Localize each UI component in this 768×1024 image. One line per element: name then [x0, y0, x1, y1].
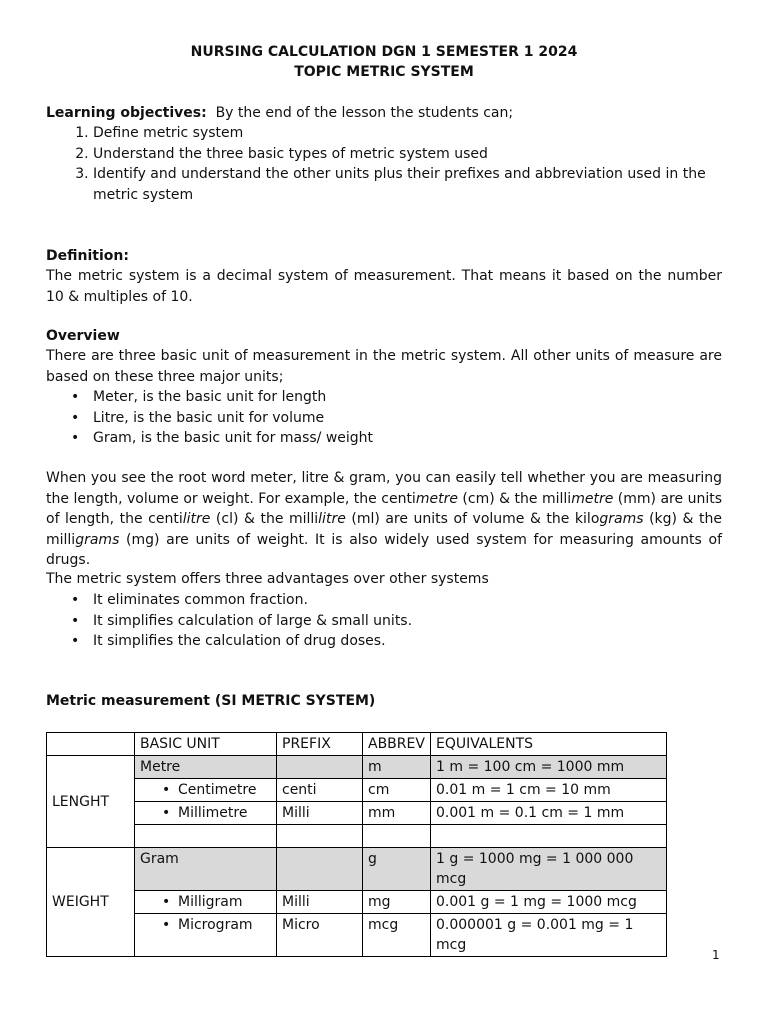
- table-cell: 1 m = 100 cm = 1000 mm: [431, 756, 667, 779]
- table-row: [47, 848, 667, 891]
- table-header: EQUIVALENTS: [431, 733, 667, 756]
- category-weight: WEIGHT: [47, 848, 135, 957]
- objectives-intro-line: [46, 103, 722, 124]
- italic-run: grams: [75, 531, 120, 548]
- overview-heading: Overview: [46, 328, 120, 344]
- text-run: (kg) & the milli: [46, 511, 722, 548]
- advantage-bullet: • It simplifies the calculation of drug doses.: [46, 631, 722, 652]
- objectives-intro: By the end of the lesson the students can;: [215, 105, 514, 121]
- table-cell: 0.01 m = 1 cm = 10 mm: [431, 779, 667, 802]
- table-cell: [431, 825, 667, 848]
- table-cell: [277, 825, 363, 848]
- table-row: [47, 779, 667, 802]
- table-cell: [277, 848, 363, 891]
- italic-run: litre: [318, 511, 346, 527]
- definition-heading: Definition:: [46, 248, 129, 264]
- advantage-bullet: • It eliminates common fraction.: [46, 590, 722, 611]
- overview-bullet: • Litre, is the basic unit for volume: [46, 408, 722, 429]
- objectives-heading: Learning objectives:: [46, 105, 207, 121]
- table-cell: centi: [277, 779, 363, 802]
- advantages-intro: The metric system offers three advantages over other systems: [46, 571, 489, 587]
- metric-table: [46, 732, 667, 957]
- table-row: [47, 914, 667, 957]
- italic-run: metre: [415, 490, 458, 507]
- table-cell: cm: [363, 779, 431, 802]
- table-cell: [135, 891, 277, 914]
- overview-bullet: • Meter, is the basic unit for length: [46, 387, 722, 408]
- objective-item: 1. Define metric system: [93, 123, 722, 144]
- advantages-list: [46, 590, 722, 652]
- unit-bullet-item: • Centimetre: [140, 782, 256, 798]
- table-cell: 0.001 g = 1 mg = 1000 mcg: [431, 891, 667, 914]
- table-cell: m: [363, 756, 431, 779]
- table-cell: Milli: [277, 891, 363, 914]
- table-header: [47, 733, 135, 756]
- objective-item: 3. Identify and understand the other units plus their prefixes and abbreviation used in the metric system: [93, 164, 722, 205]
- overview-bullet: • Gram, is the basic unit for mass/ weight: [46, 428, 722, 449]
- table-cell: mg: [363, 891, 431, 914]
- table-cell: [135, 914, 277, 957]
- definition-text: The metric system is a decimal system of measurement. That means it based on the number 10 & multiples of 10.: [46, 268, 722, 305]
- page-number: 1: [712, 948, 720, 962]
- table-row-empty: [47, 825, 667, 848]
- table-cell: mm: [363, 802, 431, 825]
- table-cell: [135, 779, 277, 802]
- table-cell: [277, 756, 363, 779]
- table-cell: Micro: [277, 914, 363, 957]
- root-word-paragraph: [46, 468, 722, 571]
- text-run: (mm) are units of length, the centi: [46, 490, 723, 527]
- table-cell: [363, 825, 431, 848]
- text-run: (mg) are units of weight. It is also widely used system for measuring amounts of drugs.: [46, 531, 722, 568]
- table-header: ABBREV: [363, 733, 431, 756]
- unit-bullet-item: • Millimetre: [140, 805, 247, 821]
- advantage-bullet: • It simplifies calculation of large & small units.: [46, 611, 722, 632]
- category-length: LENGHT: [47, 756, 135, 848]
- italic-run: grams: [599, 511, 644, 527]
- unit-bullet-item: • Microgram: [140, 917, 253, 933]
- table-cell: [135, 825, 277, 848]
- text-run: (cl) & the milli: [210, 511, 319, 527]
- objective-item: 2. Understand the three basic types of metric system used: [93, 144, 722, 165]
- table-cell: Milli: [277, 802, 363, 825]
- text-run: (ml) are units of volume & the kilo: [345, 511, 600, 527]
- document-subtitle: TOPIC METRIC SYSTEM: [294, 64, 474, 80]
- table-cell: Gram: [135, 848, 277, 891]
- metric-section-heading: Metric measurement (SI METRIC SYSTEM): [46, 693, 376, 709]
- overview-list: [46, 387, 722, 449]
- text-run: When you see the root word meter, litre & gram, you can easily tell whether you are measuring the length, volume or weight. For example, the centi: [46, 470, 722, 507]
- table-row: [47, 756, 667, 779]
- table-cell: g: [363, 848, 431, 891]
- italic-run: litre: [182, 511, 211, 527]
- table-cell: mcg: [363, 914, 431, 957]
- text-run: (cm) & the milli: [457, 490, 572, 507]
- table-cell: Metre: [135, 756, 277, 779]
- table-cell: 0.001 m = 0.1 cm = 1 mm: [431, 802, 667, 825]
- table-cell: [135, 802, 277, 825]
- italic-run: metre: [571, 490, 614, 507]
- table-cell: 0.000001 g = 0.001 mg = 1 mcg: [431, 914, 667, 957]
- table-header: BASIC UNIT: [135, 733, 277, 756]
- objectives-list: [46, 123, 722, 205]
- overview-text: There are three basic unit of measurement in the metric system. All other units of measure are based on these three major units;: [46, 348, 722, 385]
- table-header: PREFIX: [277, 733, 363, 756]
- table-header-row: [47, 733, 667, 756]
- unit-bullet-item: • Milligram: [140, 894, 243, 910]
- table-row: [47, 802, 667, 825]
- document-title: NURSING CALCULATION DGN 1 SEMESTER 1 2024: [190, 44, 578, 60]
- table-cell: 1 g = 1000 mg = 1 000 000 mcg: [431, 848, 667, 891]
- table-row: [47, 891, 667, 914]
